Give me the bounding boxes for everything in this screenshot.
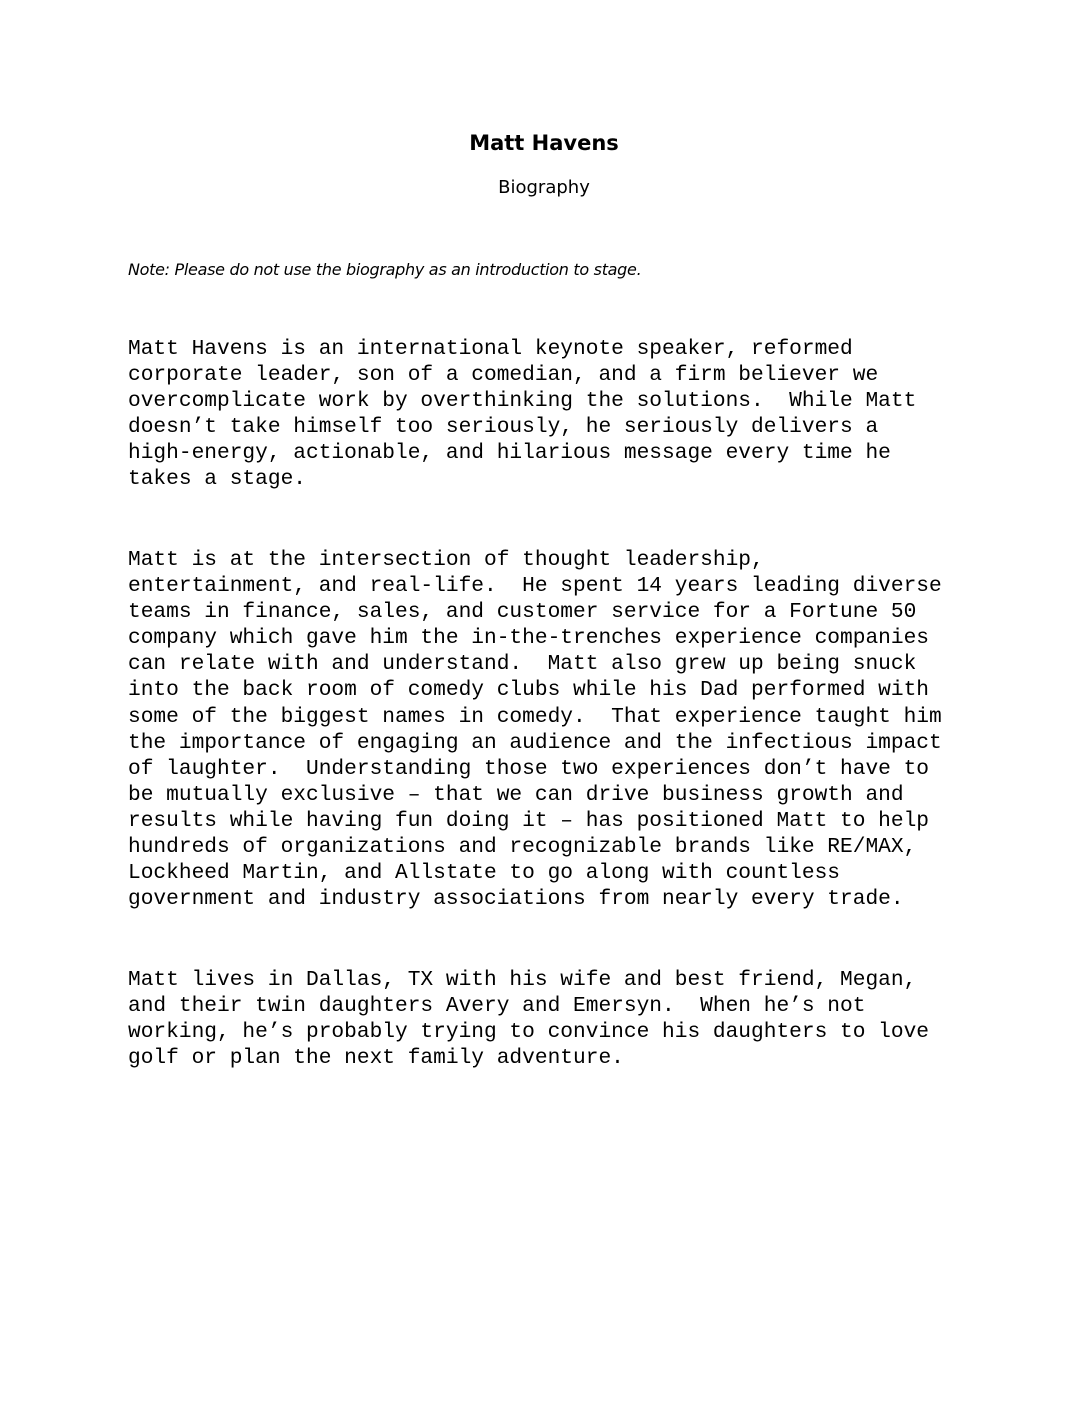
document-title: Matt Havens (469, 131, 619, 155)
bio-paragraph-personal: Matt lives in Dallas, TX with his wife and best friend, Megan, and their twin daughters Avery and Emersyn. When he’s not working, he’s probably trying to convince his daughters to love golf or plan the next family adventure. (128, 968, 930, 1071)
bio-paragraph-background: Matt is at the intersection of thought leadership, entertainment, and real-life. He spent 14 years leading diverse teams in finance, sales, and customer service for a Fortune 50 company which gave him the in-the-trenches experience companies can relate with and understand. Matt also grew up being snuck into the back room of comedy clubs while his Dad performed with some of the biggest names in comedy. That experience taught him the importance of engaging an audience and the infectious impact of laughter. Understanding those two experiences don’t have to be mutually exclusive – that we can drive business growth and results while having fun doing it – has positioned Matt to help hundreds of organizations and recognizable brands like RE/MAX, Lockheed Martin, and Allstate to go along with countless government and industry associations from nearly every trade. (128, 548, 942, 912)
document-subtitle: Biography (498, 177, 590, 198)
bio-paragraph-intro: Matt Havens is an international keynote speaker, reformed corporate leader, son of a comedian, and a firm believer we overcomplicate work by overthinking the solutions. While Matt doesn’t take himself too seriously, he seriously delivers a high-energy, actionable, and hilarious message every time he takes a stage. (128, 337, 917, 492)
usage-note: Note: Please do not use the biography as an introduction to stage. (128, 260, 642, 279)
